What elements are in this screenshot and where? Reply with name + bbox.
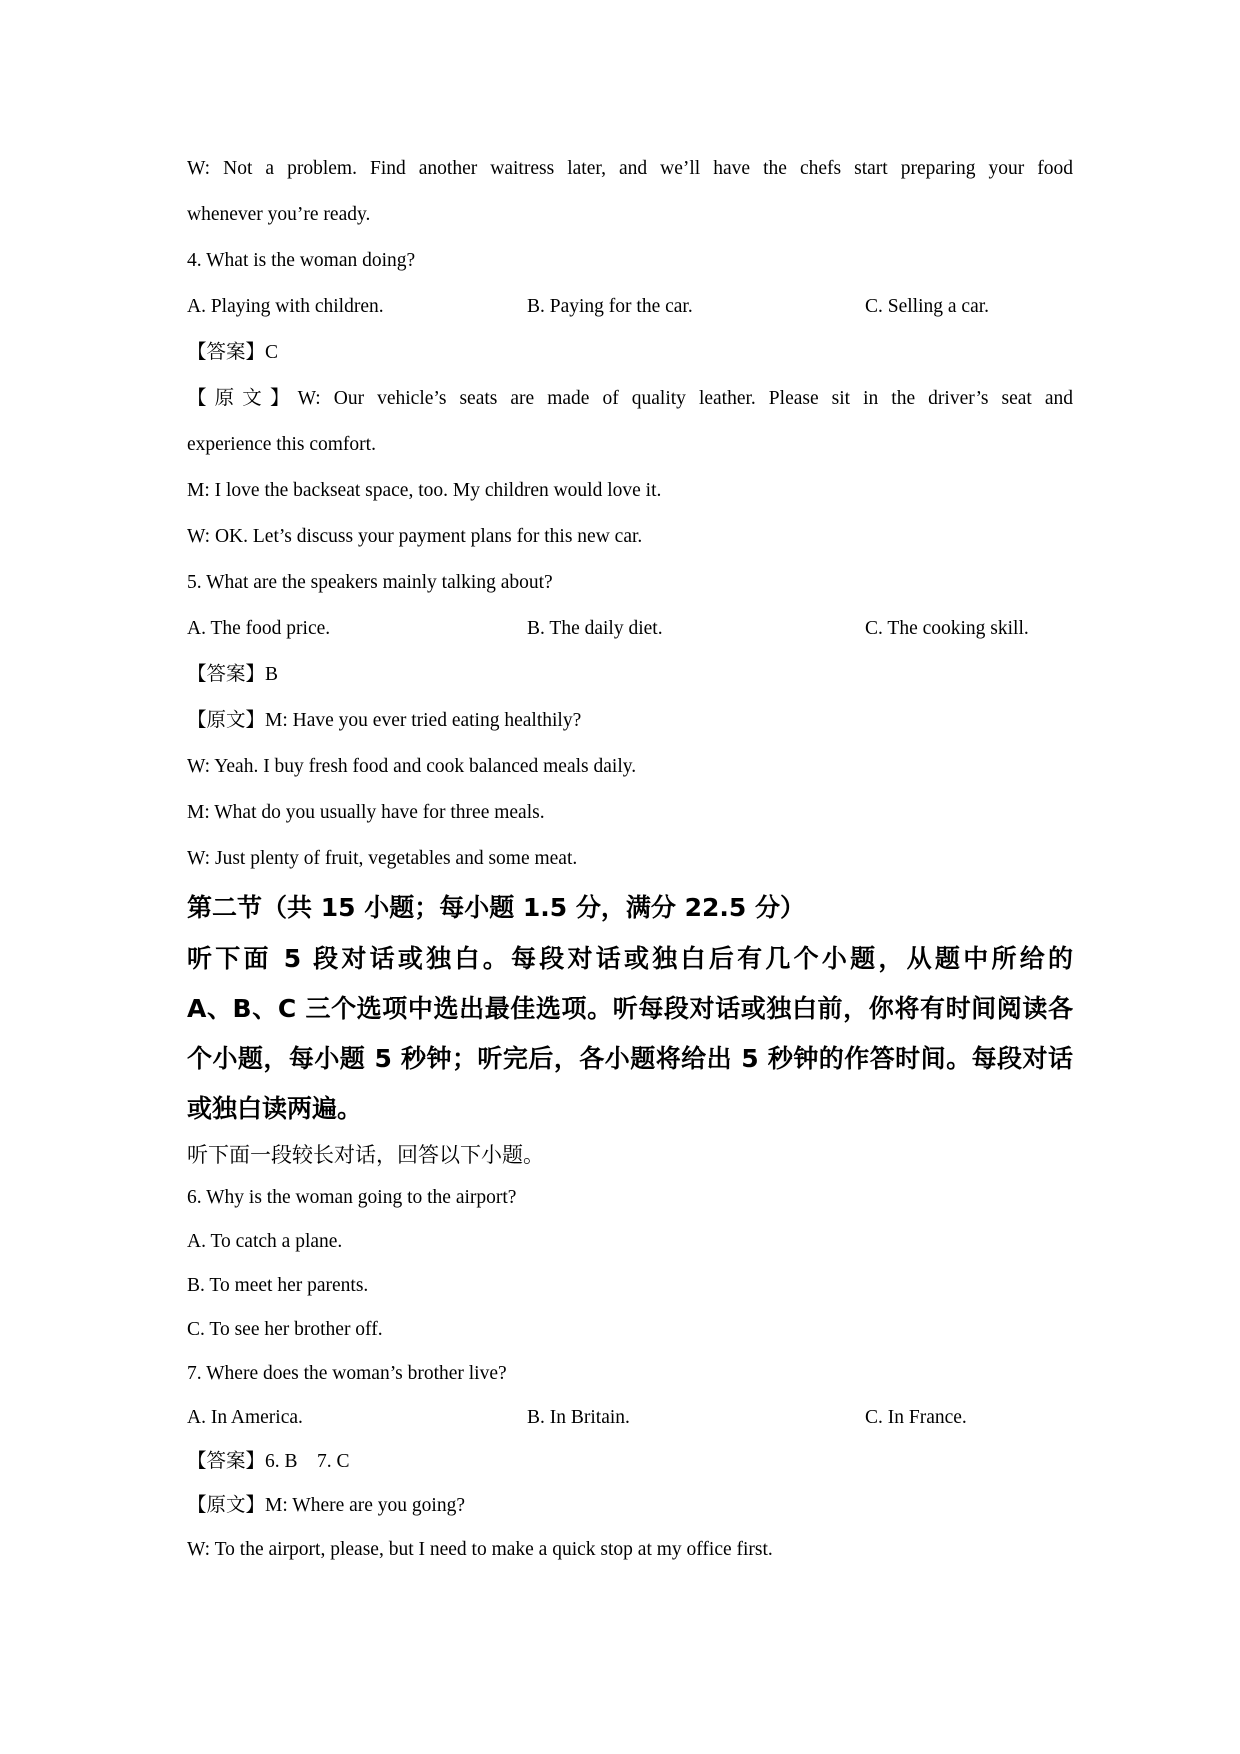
transcript-line: W: To the airport, please, but I need to make a quick stop at my office first. bbox=[187, 1539, 773, 1560]
listening-prompt-line: 听下面一段较长对话，回答以下小题。 bbox=[187, 1143, 544, 1167]
transcript-line: M: I love the backseat space, too. My children would love it. bbox=[187, 480, 662, 501]
source-line bbox=[187, 376, 1073, 422]
option-line: B. To meet her parents. bbox=[187, 1275, 369, 1296]
source-line bbox=[187, 1484, 1073, 1528]
transcript-line: W: Yeah. I buy fresh food and cook balanced meals daily. bbox=[187, 756, 637, 777]
transcript-line: whenever you’re ready. bbox=[187, 204, 371, 225]
section-heading: 第二节（共 15 小题；每小题 1.5 分，满分 22.5 分） bbox=[187, 893, 805, 922]
option-c: C. In France. bbox=[865, 1407, 967, 1428]
answer-line bbox=[187, 652, 1073, 698]
options-row bbox=[187, 606, 1073, 652]
option-b: B. In Britain. bbox=[527, 1407, 630, 1428]
option-b: B. Paying for the car. bbox=[527, 296, 693, 317]
question-line: 4. What is the woman doing? bbox=[187, 250, 416, 271]
source-text: M: Where are you going? bbox=[265, 1495, 466, 1516]
answer-label: 【答案】 bbox=[187, 1451, 266, 1472]
option-b: B. The daily diet. bbox=[527, 618, 663, 639]
answer-value: C bbox=[265, 342, 279, 363]
option-a: A. Playing with children. bbox=[187, 296, 384, 317]
source-text: W: Our vehicle’s seats are made of quality leather. Please sit in the driver’s seat and bbox=[297, 388, 1073, 409]
option-line: C. To see her brother off. bbox=[187, 1319, 383, 1340]
answer-value: 6. B 7. C bbox=[265, 1451, 350, 1472]
instructions-line: 听下面 5 段对话或独白。每段对话或独白后有几个小题，从题中所给的 bbox=[187, 944, 1073, 973]
answer-label: 【答案】 bbox=[187, 342, 266, 363]
answer-value: B bbox=[265, 664, 279, 685]
options-row bbox=[187, 284, 1073, 330]
source-label: 【原文】 bbox=[187, 710, 266, 731]
option-c: C. Selling a car. bbox=[865, 296, 990, 317]
instructions-line: 或独白读两遍。 bbox=[187, 1094, 363, 1123]
source-label: 【原文】 bbox=[187, 388, 298, 409]
option-a: A. The food price. bbox=[187, 618, 331, 639]
instructions-line: A、B、C 三个选项中选出最佳选项。听每段对话或独白前，你将有时间阅读各 bbox=[187, 994, 1073, 1023]
transcript-line: W: Not a problem. Find another waitress later, and we’ll have the chefs start preparing your food bbox=[187, 158, 1073, 179]
answer-label: 【答案】 bbox=[187, 664, 266, 685]
instructions-line: 个小题，每小题 5 秒钟；听完后，各小题将给出 5 秒钟的作答时间。每段对话 bbox=[187, 1044, 1073, 1073]
answer-line bbox=[187, 1440, 1073, 1484]
question-line: 7. Where does the woman’s brother live? bbox=[187, 1363, 507, 1384]
transcript-line: experience this comfort. bbox=[187, 434, 376, 455]
option-a: A. In America. bbox=[187, 1407, 303, 1428]
transcript-line: W: Just plenty of fruit, vegetables and some meat. bbox=[187, 848, 578, 869]
transcript-line: M: What do you usually have for three meals. bbox=[187, 802, 545, 823]
question-line: 6. Why is the woman going to the airport? bbox=[187, 1187, 517, 1208]
source-text: M: Have you ever tried eating healthily? bbox=[265, 710, 582, 731]
option-line: A. To catch a plane. bbox=[187, 1231, 343, 1252]
source-label: 【原文】 bbox=[187, 1495, 266, 1516]
question-line: 5. What are the speakers mainly talking about? bbox=[187, 572, 553, 593]
source-line bbox=[187, 698, 1073, 744]
answer-line bbox=[187, 330, 1073, 376]
option-c: C. The cooking skill. bbox=[865, 618, 1029, 639]
document-content bbox=[187, 146, 1073, 1572]
transcript-line: W: OK. Let’s discuss your payment plans for this new car. bbox=[187, 526, 643, 547]
options-row bbox=[187, 1396, 1073, 1440]
